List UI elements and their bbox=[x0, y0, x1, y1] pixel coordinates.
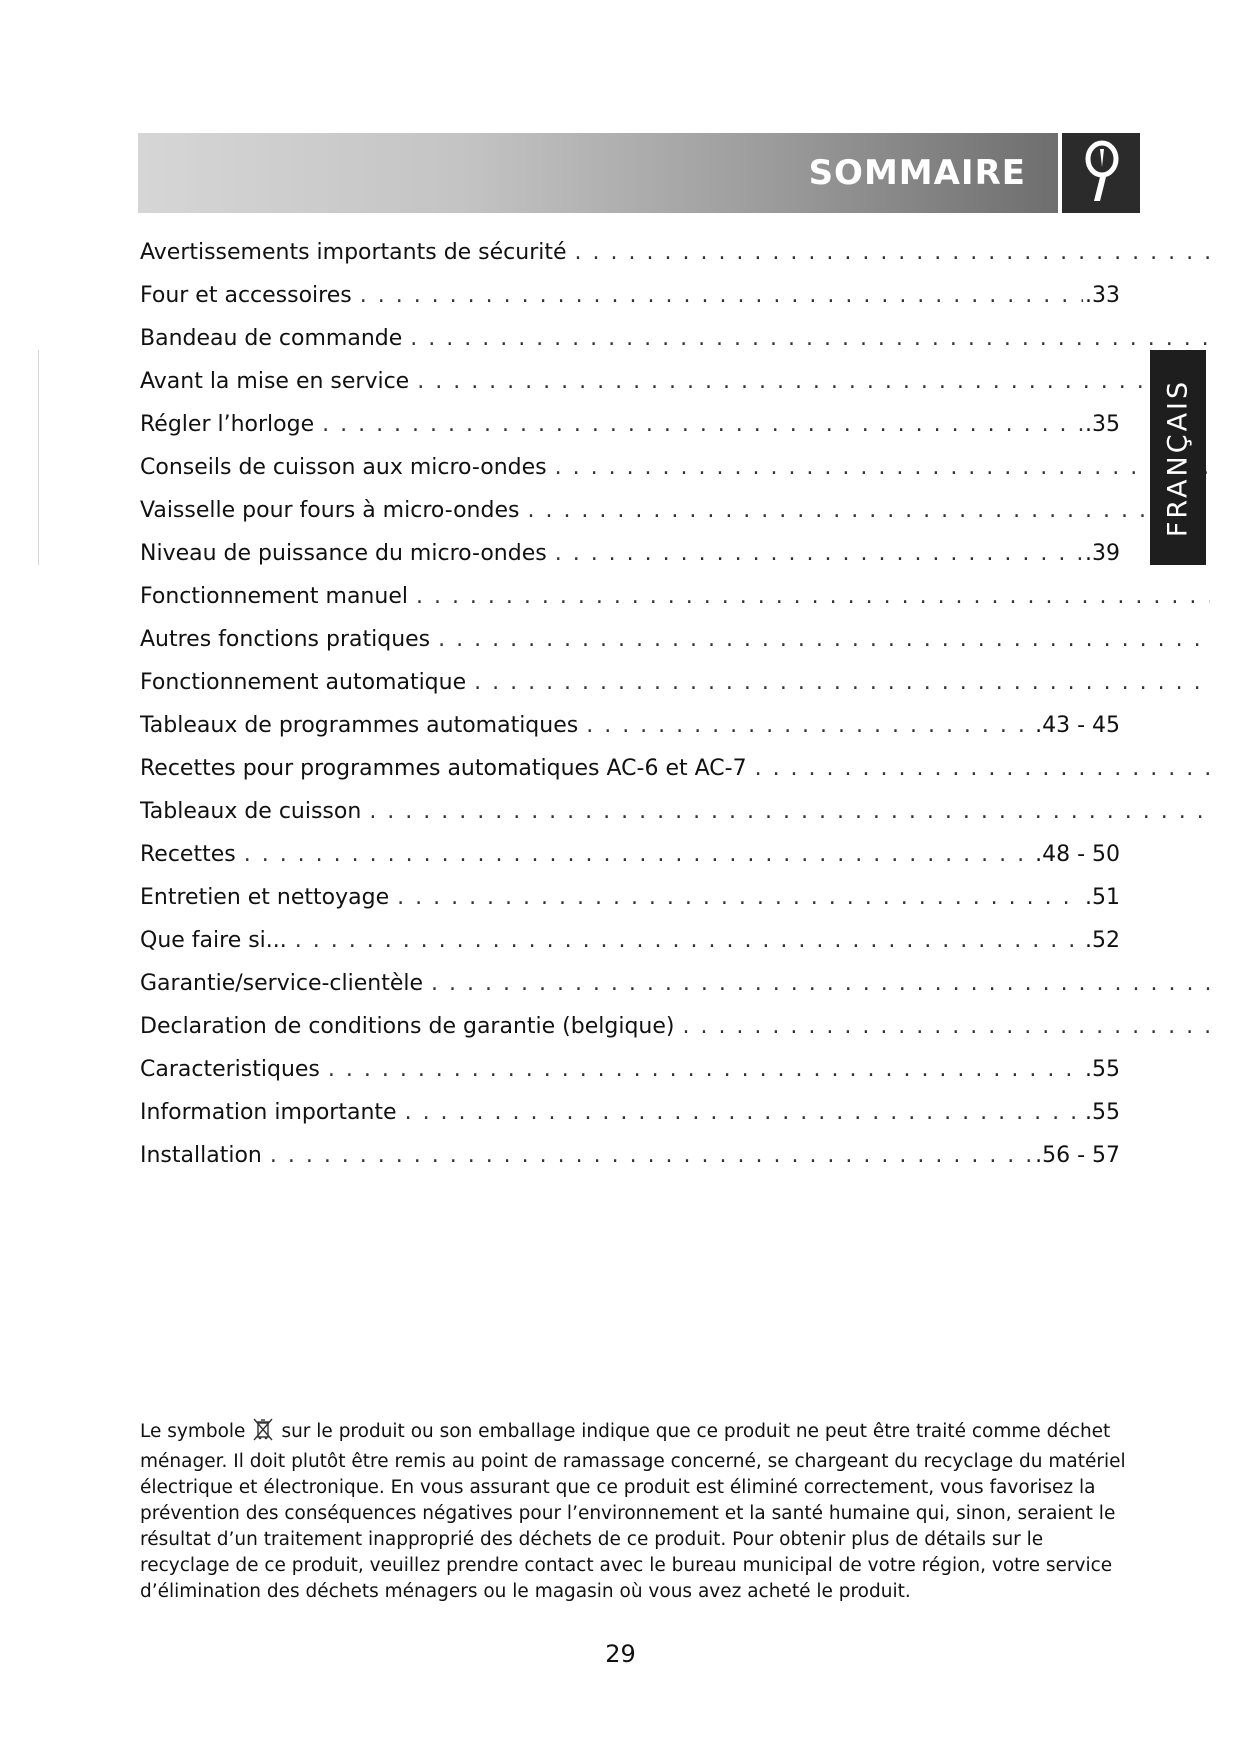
language-tab bbox=[1150, 350, 1206, 565]
recycling-notice-text: sur le produit ou son emballage indique que ce produit ne peut être traité comme déchet ménager. Il doit plutôt être remis au point de ramassage concerné, se chargeant du recyclage du matériel électrique et électronique. En vous assurant que ce produit est éliminé correctement, vous favorisez la prévention des conséquences négatives pour l’environnement et la santé humaine qui, sinon, seraient le résultat d’un traitement inapproprié des déchets de ce produit. Pour obtenir plus de détails sur le recyclage de ce produit, veuillez prendre contact avec le bureau municipal de votre région, votre service d’élimination des déchets ménagers ou le magasin où vous avez acheté le produit. bbox=[140, 1420, 1126, 1602]
toc-entry-label: Régler l’horloge bbox=[140, 412, 315, 437]
toc-entry-label: Installation bbox=[140, 1143, 262, 1168]
toc-entry-label: Conseils de cuisson aux micro-ondes bbox=[140, 455, 547, 480]
toc-entry bbox=[140, 704, 1120, 747]
toc-entry bbox=[140, 575, 1210, 618]
toc-entry-label: Information importante bbox=[140, 1100, 397, 1125]
margin-line bbox=[38, 350, 39, 565]
toc-entry bbox=[140, 618, 1210, 661]
toc-entry bbox=[140, 1134, 1120, 1177]
toc-entry bbox=[140, 833, 1120, 876]
crossed-bin-icon bbox=[253, 1417, 273, 1449]
toc-leader-dots bbox=[555, 532, 1083, 575]
table-of-contents bbox=[140, 231, 1210, 1177]
toc-entry bbox=[140, 360, 1210, 403]
toc-entry bbox=[140, 661, 1210, 704]
toc-entry-page: .35 bbox=[1085, 412, 1120, 437]
toc-leader-dots bbox=[527, 489, 1210, 532]
toc-entry bbox=[140, 231, 1210, 274]
toc-leader-dots bbox=[360, 274, 1083, 317]
toc-entry-label: Fonctionnement manuel bbox=[140, 584, 408, 609]
toc-entry bbox=[140, 962, 1210, 1005]
toc-leader-dots bbox=[682, 1005, 1210, 1048]
toc-entry-label: Entretien et nettoyage bbox=[140, 885, 390, 910]
recycling-notice bbox=[140, 1417, 1130, 1605]
toc-entry-page: .51 bbox=[1085, 885, 1120, 910]
toc-entry-page: .43 - 45 bbox=[1035, 713, 1120, 738]
toc-entry bbox=[140, 876, 1120, 919]
toc-leader-dots bbox=[397, 876, 1083, 919]
toc-entry-label: Declaration de conditions de garantie (belgique) bbox=[140, 1014, 675, 1039]
recycling-notice-start: Le symbole bbox=[140, 1420, 246, 1442]
toc-leader-dots bbox=[555, 446, 1210, 489]
toc-entry-label: Vaisselle pour fours à micro-ondes bbox=[140, 498, 520, 523]
toc-leader-dots bbox=[322, 403, 1083, 446]
toc-entry-label: Niveau de puissance du micro-ondes bbox=[140, 541, 547, 566]
toc-leader-dots bbox=[295, 919, 1083, 962]
toc-entry bbox=[140, 747, 1210, 790]
toc-leader-dots bbox=[270, 1134, 1033, 1177]
toc-entry-page: .56 - 57 bbox=[1035, 1143, 1120, 1168]
toc-leader-dots bbox=[328, 1048, 1083, 1091]
toc-leader-dots bbox=[244, 833, 1033, 876]
toc-entry-label: Recettes bbox=[140, 842, 236, 867]
toc-entry-label: Tableaux de programmes automatiques bbox=[140, 713, 579, 738]
toc-entry-label: Garantie/service-clientèle bbox=[140, 971, 424, 996]
toc-entry-label: Caracteristiques bbox=[140, 1057, 320, 1082]
header-badge bbox=[1058, 133, 1140, 213]
toc-leader-dots bbox=[416, 575, 1210, 618]
toc-entry-label: Avant la mise en service bbox=[140, 369, 410, 394]
toc-entry-label: Recettes pour programmes automatiques AC-6 et AC-7 bbox=[140, 756, 747, 781]
toc-entry bbox=[140, 403, 1120, 446]
toc-entry bbox=[140, 274, 1120, 317]
toc-leader-dots bbox=[369, 790, 1210, 833]
toc-leader-dots bbox=[474, 661, 1210, 704]
toc-leader-dots bbox=[405, 1091, 1083, 1134]
toc-entry bbox=[140, 317, 1210, 360]
section-header-bar bbox=[138, 133, 1058, 213]
toc-entry bbox=[140, 790, 1210, 833]
toc-entry bbox=[140, 1091, 1120, 1134]
toc-entry-label: Tableaux de cuisson bbox=[140, 799, 362, 824]
toc-leader-dots bbox=[410, 317, 1210, 360]
section-title: SOMMAIRE bbox=[808, 153, 1026, 193]
toc-entry-page: .55 bbox=[1085, 1057, 1120, 1082]
toc-entry-page: .55 bbox=[1085, 1100, 1120, 1125]
toc-entry-label: Fonctionnement automatique bbox=[140, 670, 467, 695]
toc-leader-dots bbox=[575, 231, 1210, 274]
toc-leader-dots bbox=[438, 618, 1210, 661]
toc-entry-page: .48 - 50 bbox=[1035, 842, 1120, 867]
toc-leader-dots bbox=[755, 747, 1210, 790]
toc-entry bbox=[140, 1005, 1210, 1048]
toc-entry-page: .33 bbox=[1085, 283, 1120, 308]
toc-entry bbox=[140, 919, 1120, 962]
toc-entry-page: .39 bbox=[1085, 541, 1120, 566]
toc-leader-dots bbox=[431, 962, 1210, 1005]
toc-entry bbox=[140, 446, 1210, 489]
info-icon bbox=[1078, 139, 1122, 205]
toc-entry bbox=[140, 1048, 1120, 1091]
toc-entry-page: .52 bbox=[1085, 928, 1120, 953]
toc-entry-label: Que faire si... bbox=[140, 928, 287, 953]
toc-entry bbox=[140, 532, 1120, 575]
toc-entry-label: Avertissements importants de sécurité bbox=[140, 240, 567, 265]
toc-entry-label: Bandeau de commande bbox=[140, 326, 403, 351]
page-number: 29 bbox=[605, 1640, 636, 1668]
toc-entry bbox=[140, 489, 1210, 532]
toc-entry-label: Four et accessoires bbox=[140, 283, 352, 308]
language-tab-label: FRANÇAIS bbox=[1162, 378, 1194, 537]
toc-leader-dots bbox=[417, 360, 1210, 403]
toc-leader-dots bbox=[586, 704, 1033, 747]
toc-entry-label: Autres fonctions pratiques bbox=[140, 627, 431, 652]
